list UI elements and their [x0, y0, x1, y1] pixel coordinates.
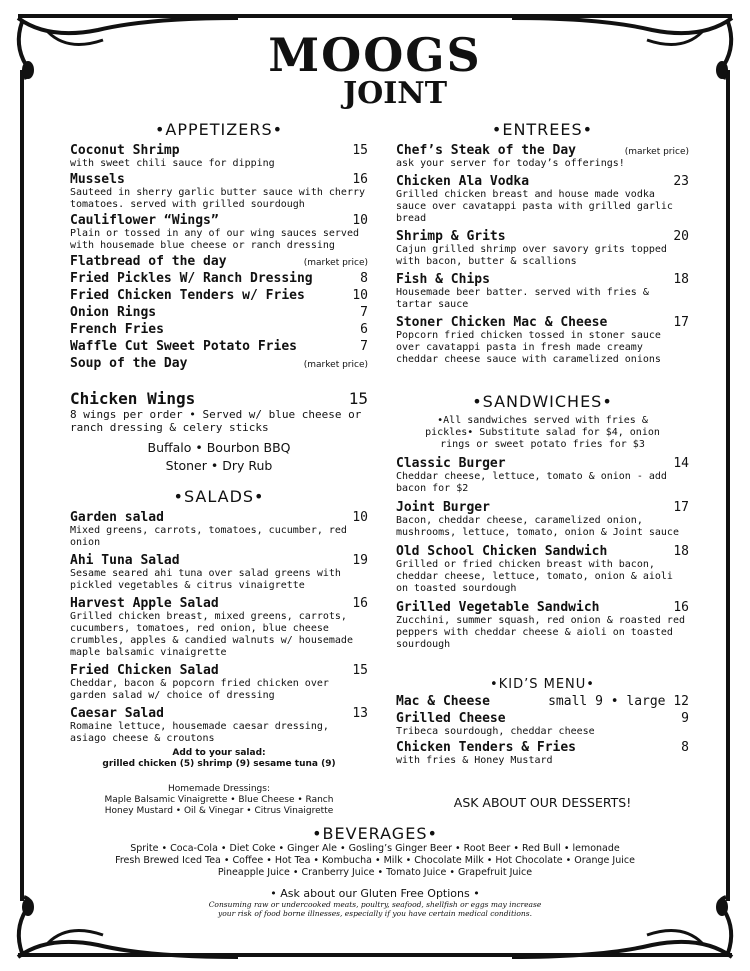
menu-item-description: Cheddar, bacon & popcorn fried chicken over garden salad w/ choice of dressing [70, 678, 329, 701]
menu-item-price: 10 [352, 288, 368, 303]
menu-item-name: Cauliflower “Wings” [70, 213, 219, 228]
menu-item [70, 305, 368, 320]
wings-flavors-1: Buffalo • Bourbon BBQ [147, 440, 291, 455]
appetizers-list [70, 143, 368, 371]
wings-price: 15 [348, 389, 368, 408]
menu-item-description: Plain or tossed in any of our wing sauces served with housemade blue cheese or ranch dressing [70, 228, 359, 251]
menu-item [70, 271, 368, 286]
entrees-list [396, 143, 689, 366]
salad-addon-items: grilled chicken (5) shrimp (9) sesame tuna (9) [102, 759, 336, 769]
menu-item [396, 174, 689, 225]
sandwiches-list [396, 456, 689, 651]
menu-item-name: Garden salad [70, 510, 164, 525]
menu-item-name: Stoner Chicken Mac & Cheese [396, 315, 608, 330]
frame-left-border [20, 70, 24, 901]
menu-item [396, 694, 689, 709]
menu-item-name: Harvest Apple Salad [70, 596, 219, 611]
salads-heading: •SALADS• [173, 487, 265, 506]
menu-item-name: Fried Chicken Tenders w/ Fries [70, 288, 305, 303]
entrees-heading: •ENTREES• [491, 120, 594, 139]
menu-item-price: 18 [673, 544, 689, 559]
menu-item-name: Mussels [70, 172, 125, 187]
beverages-heading: •BEVERAGES• [312, 824, 438, 843]
wings-desc: 8 wings per order • Served w/ blue cheese or ranch dressing & celery sticks [70, 408, 362, 434]
menu-item [70, 596, 368, 659]
menu-item-name: Old School Chicken Sandwich [396, 544, 608, 559]
menu-item-name: Chicken Ala Vodka [396, 174, 530, 189]
beverages-line-2: Fresh Brewed Iced Tea • Coffee • Hot Tea • Kombucha • Milk • Chocolate Milk • Hot Chocolate • Orange Juice [115, 855, 635, 866]
desserts-note: ASK ABOUT OUR DESSERTS! [453, 795, 632, 810]
right-column [396, 120, 689, 810]
menu-item [70, 553, 368, 592]
menu-item-name: Chef’s Steak of the Day [396, 143, 577, 158]
menu-item-description: Tribeca sourdough, cheddar cheese [396, 726, 595, 737]
dressings-title: Homemade Dressings: [168, 784, 270, 794]
menu-item-name: Classic Burger [396, 456, 506, 471]
appetizers-heading: •APPETIZERS• [154, 120, 284, 139]
sandwiches-heading: •SANDWICHES• [472, 392, 613, 411]
menu-item-price: 19 [352, 553, 368, 568]
menu-item [396, 600, 689, 651]
menu-item [70, 288, 368, 303]
menu-item-description: Grilled or fried chicken breast with bacon, cheddar cheese, lettuce, tomato, onion & aioli on toasted sourdough [396, 559, 673, 594]
menu-item [70, 254, 368, 269]
menu-item-name: Onion Rings [70, 305, 157, 320]
menu-item-name: Flatbread of the day [70, 254, 227, 269]
menu-item [70, 339, 368, 354]
menu-item [70, 143, 368, 170]
wings-name: Chicken Wings [70, 389, 196, 408]
menu-item-description: Mixed greens, carrots, tomatoes, cucumber, red onion [70, 525, 347, 548]
menu-item-price: 14 [673, 456, 689, 471]
menu-item-description: Grilled chicken breast and house made vodka sauce over cavatappi pasta with grilled garlic bread [396, 189, 673, 224]
restaurant-name: MOOGS [268, 28, 482, 82]
dressings-line-1: Maple Balsamic Vinaigrette • Blue Cheese • Ranch [104, 795, 334, 805]
menu-item [396, 315, 689, 366]
menu-item-name: Fried Chicken Salad [70, 663, 219, 678]
beverages-line-1: Sprite • Coca-Cola • Diet Coke • Ginger Ale • Gosling’s Ginger Beer • Root Beer • Red Bull • lemonade [130, 843, 620, 854]
menu-item-name: French Fries [70, 322, 164, 337]
menu-item-description: Sauteed in sherry garlic butter sauce with cherry tomatoes. served with grilled sourdough [70, 187, 366, 210]
menu-item-name: Fried Pickles W/ Ranch Dressing [70, 271, 313, 286]
menu-item-price: 16 [352, 172, 368, 187]
menu-item-name: Grilled Cheese [396, 711, 506, 726]
menu-item-description: Bacon, cheddar cheese, caramelized onion, mushrooms, lettuce, tomato, onion & Joint sauce [396, 515, 679, 538]
menu-item-name: Shrimp & Grits [396, 229, 506, 244]
menu-item-price: 10 [352, 213, 368, 228]
sandwiches-note: •All sandwiches served with fries & pickles• Substitute salad for $4, onion rings or sweet potato fries for $3 [425, 415, 660, 450]
beverages-line-3: Pineapple Juice • Cranberry Juice • Tomato Juice • Grapefruit Juice [217, 867, 533, 878]
menu-item [70, 172, 368, 211]
menu-item [396, 544, 689, 595]
menu-item [396, 711, 689, 738]
menu-item-price: 17 [673, 315, 689, 330]
beverages-section [60, 824, 690, 918]
kids-heading: •KID’S MENU• [490, 677, 595, 692]
kids-list [396, 694, 689, 767]
menu-item [396, 229, 689, 268]
menu-item-description: ask your server for today’s offerings! [396, 158, 625, 169]
menu-item [396, 456, 689, 495]
menu-item-price: (market price) [624, 147, 689, 157]
menu-item-name: Chicken Tenders & Fries [396, 740, 577, 755]
menu-item-price: 8 [360, 271, 368, 286]
menu-item-price: 6 [360, 322, 368, 337]
menu-item-price: 8 [681, 740, 689, 755]
menu-item [70, 356, 368, 371]
menu-item-name: Mac & Cheese [396, 694, 490, 709]
menu-item-name: Grilled Vegetable Sandwich [396, 600, 600, 615]
menu-item-description: Housemade beer batter. served with fries & tartar sauce [396, 287, 649, 310]
menu-item [70, 706, 368, 745]
salad-addon-title: Add to your salad: [172, 748, 266, 758]
health-warning-1: Consuming raw or undercooked meats, poultry, seafood, shellfish or eggs may increase [208, 900, 542, 909]
menu-item-price: 13 [352, 706, 368, 721]
restaurant-subtitle: JOINT [342, 76, 448, 111]
menu-item-description: Zucchini, summer squash, red onion & roasted red peppers with cheddar cheese & aioli on toasted sourdough [396, 615, 685, 650]
logo [0, 28, 750, 111]
menu-item [396, 500, 689, 539]
menu-item [396, 272, 689, 311]
menu-item-price: 16 [352, 596, 368, 611]
menu-item-name: Soup of the Day [70, 356, 188, 371]
menu-item-description: Romaine lettuce, housemade caesar dressing, asiago cheese & croutons [70, 721, 329, 744]
menu-item-name: Caesar Salad [70, 706, 164, 721]
menu-item [396, 740, 689, 767]
menu-item-price: 15 [352, 143, 368, 158]
menu-item-price: small 9 • large 12 [548, 694, 689, 709]
menu-item-description: Grilled chicken breast, mixed greens, carrots, cucumbers, tomatoes, red onion, blue cheese crumbles, apples & candied walnuts w/ housemade maple balsamic vinaigrette [70, 611, 353, 658]
menu-item-price: 16 [673, 600, 689, 615]
health-warning-2: your risk of food borne illnesses, especially if you have certain medical conditions. [218, 909, 532, 918]
menu-item-price: 7 [360, 339, 368, 354]
wings-block [70, 389, 368, 473]
menu-item-price: 10 [352, 510, 368, 525]
menu-item-description: Cheddar cheese, lettuce, tomato & onion - add bacon for $2 [396, 471, 667, 494]
wings-flavors-2: Stoner • Dry Rub [165, 458, 273, 473]
menu-item [70, 510, 368, 549]
menu-item-price: (market price) [303, 360, 368, 370]
dressings-line-2: Honey Mustard • Oil & Vinegar • Citrus Vinaigrette [104, 806, 334, 816]
menu-item-description: Cajun grilled shrimp over savory grits topped with bacon, butter & scallions [396, 244, 667, 267]
menu-item-price: 7 [360, 305, 368, 320]
menu-item-price: 23 [673, 174, 689, 189]
menu-item-name: Ahi Tuna Salad [70, 553, 180, 568]
menu-item-price: 18 [673, 272, 689, 287]
menu-item-name: Waffle Cut Sweet Potato Fries [70, 339, 297, 354]
gluten-free-note: • Ask about our Gluten Free Options • [270, 887, 480, 900]
menu-item-price: (market price) [303, 258, 368, 268]
menu-item-description: Sesame seared ahi tuna over salad greens with pickled vegetables & citrus vinaigrette [70, 568, 341, 591]
menu-item-name: Fish & Chips [396, 272, 490, 287]
menu-item [70, 663, 368, 702]
menu-item-description: with fries & Honey Mustard [396, 755, 553, 766]
menu-item-description: with sweet chili sauce for dipping [70, 158, 275, 169]
menu-item-price: 15 [352, 663, 368, 678]
salads-list [70, 510, 368, 745]
menu-item-name: Coconut Shrimp [70, 143, 180, 158]
menu-item-name: Joint Burger [396, 500, 490, 515]
frame-right-border [726, 70, 730, 901]
left-column [70, 120, 368, 817]
menu-item-price: 9 [681, 711, 689, 726]
menu-item [70, 322, 368, 337]
menu-item [396, 143, 689, 170]
menu-item [70, 213, 368, 252]
menu-item-price: 20 [673, 229, 689, 244]
menu-item-description: Popcorn fried chicken tossed in stoner sauce over cavatappi pasta in fresh made creamy cheddar cheese sauce with caramelized onions [396, 330, 661, 365]
menu-item-price: 17 [673, 500, 689, 515]
